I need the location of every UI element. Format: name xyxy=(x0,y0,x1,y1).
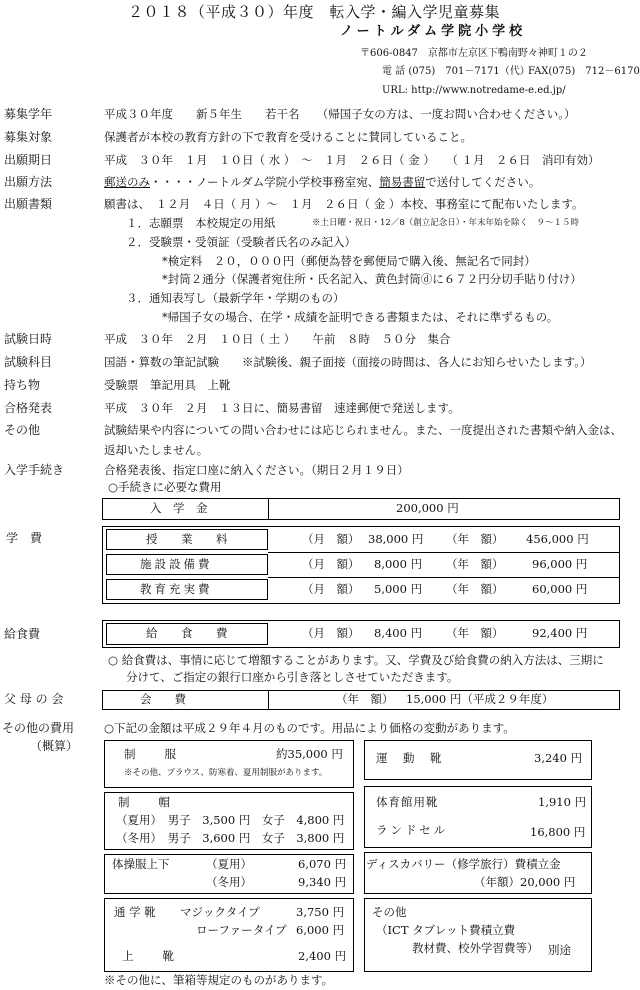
label-other-costs: その他の費用 xyxy=(2,721,75,735)
text-deadline: 平成 ３０年 １月 １０日（ 水 ） ～ １月 ２６日（ 金 ） （ １月 ２６日 消印有効） xyxy=(104,153,600,167)
school-shoes-price-1: 3,750 円 xyxy=(296,905,345,919)
tuition-yearly-2: 60,000 円 xyxy=(532,582,588,596)
label-parent-assoc: 父 母 の 会 xyxy=(4,692,64,706)
school-fax: FAX(075) 712－6170 xyxy=(528,66,640,77)
text-method: 郵送のみ・・・・ノートルダム学院小学校事務室宛、簡易書留で送付してください。 xyxy=(104,175,541,189)
lunch-note-2: 分けて、ご指定の銀行口座から引き落としさせていただきます。 xyxy=(126,670,459,684)
text-grade: 平成３０年度 新５年生 若干名 （帰国子女の方は、一度お問い合わせください。） xyxy=(104,107,576,121)
label-tuition: 学 費 xyxy=(6,531,43,545)
entrance-fee-label: 入 学 金 xyxy=(150,501,208,515)
gym-clothes-winter: 9,340 円 xyxy=(298,875,347,889)
discovery-yearly: 20,000 円 xyxy=(520,875,576,889)
label-target: 募集対象 xyxy=(4,130,53,144)
tuition-yearly-label-0: （年 額） xyxy=(446,532,504,546)
hat-name: 制 帽 xyxy=(118,795,172,809)
label-enrollment: 入学手続き xyxy=(4,463,65,477)
discovery-name: ディスカバリー（修学旅行）費積立金 xyxy=(366,857,561,871)
tuition-monthly-2: 5,000 円 xyxy=(374,582,423,596)
label-approx: （概算） xyxy=(30,739,79,753)
school-shoes-type-2: ローファータイプ xyxy=(196,923,287,937)
school-url[interactable]: URL: http://www.notredame-e.ed.jp/ xyxy=(382,85,566,96)
label-other: その他 xyxy=(4,423,41,437)
tuition-yearly-label-2: （年 額） xyxy=(446,582,504,596)
text-belongings: 受験票 筆記用具 上靴 xyxy=(104,378,231,392)
tuition-yearly-0: 456,000 円 xyxy=(526,532,589,546)
school-name: ノートルダム学院小学校 xyxy=(340,24,527,39)
lunch-yearly-label: （年 額） xyxy=(446,626,504,640)
label-deadline: 出願期日 xyxy=(4,153,53,167)
hat-summer: （夏用） 男子 3,500 円 女子 4,800 円 xyxy=(116,813,345,827)
school-shoes-name: 通 学 靴 xyxy=(114,905,156,919)
randoseru-amount: 16,800 円 xyxy=(530,825,586,839)
gym-clothes-summer: 6,070 円 xyxy=(298,857,347,871)
tuition-monthly-1: 8,000 円 xyxy=(374,557,423,571)
docs-line-6: ３．通知表写し（最新学年・学期のもの） xyxy=(126,291,345,305)
uniform-note: ※その他、ブラウス、防寒着、夏用制服があります。 xyxy=(124,768,328,778)
school-phone: 電 話 (075) 701－7171（代） xyxy=(382,66,530,77)
school-shoes-type-1: マジックタイプ xyxy=(180,905,260,919)
tuition-yearly-1: 96,000 円 xyxy=(532,557,588,571)
label-lunch: 給食費 xyxy=(4,627,41,641)
uniform-amount: 約35,000 円 xyxy=(276,747,343,761)
docs-line-5: *封筒２通分（保護者宛住所・氏名記入、黄色封筒ⓓに６７２円分切手貼り付け） xyxy=(162,272,582,286)
sports-shoes-name: 運 動 靴 xyxy=(376,751,444,765)
misc-separate: 別途 xyxy=(548,943,571,957)
docs-line-4: *検定料 ２０，０００円（郵便為替を郵便局で購入後、無記名で同封） xyxy=(162,254,536,268)
lunch-monthly-label: （月 額） xyxy=(302,626,360,640)
misc-name: その他 xyxy=(372,905,407,919)
uniform-name: 制 服 xyxy=(124,747,178,761)
school-shoes-price-2: 6,000 円 xyxy=(296,923,345,937)
gym-clothes-winter-label: （冬用） xyxy=(206,875,252,889)
tuition-yearly-label-1: （年 額） xyxy=(446,557,504,571)
other-costs-note: ○下記の金額は平成２９年４月のものです。用品により価格の変動があります。 xyxy=(104,721,515,735)
text-enrollment-1: 合格発表後、指定口座に納入ください。（期日２月１９日） xyxy=(104,463,409,477)
misc-line-1: （ICT タブレット費積立費 xyxy=(376,923,516,937)
text-subjects: 国語・算数の筆記試験 ※試験後、親子面接（面接の時間は、各人にお知らせいたします。） xyxy=(104,355,592,369)
docs-line-3: ２．受験票・受領証（受験者氏名のみ記入） xyxy=(126,235,356,249)
footer-note: ※その他に、筆箱等規定のものがあります。 xyxy=(104,973,334,987)
parent-assoc-name: 会 費 xyxy=(140,692,186,706)
lunch-yearly: 92,400 円 xyxy=(532,626,588,640)
docs-line-2: １．志願票 本校規定の用紙 xyxy=(126,216,276,230)
text-results: 平成 ３０年 ２月 １３日に、簡易書留 速達郵便で発送します。 xyxy=(104,401,460,415)
text-exam-date: 平成 ３０年 ２月 １０日（ 土 ） 午前 ８時 ５０分 集合 xyxy=(104,332,451,346)
label-results: 合格発表 xyxy=(4,401,53,415)
parent-assoc-yearly: 15,000 円（平成２９年度） xyxy=(406,692,554,706)
parent-assoc-yearly-label: （年 額） xyxy=(336,692,394,706)
uwabaki-amount: 2,400 円 xyxy=(298,949,347,963)
label-subjects: 試験科目 xyxy=(4,355,53,369)
label-grade: 募集学年 xyxy=(4,107,53,121)
tuition-monthly-label-1: （月 額） xyxy=(302,557,360,571)
tuition-monthly-0: 38,000 円 xyxy=(368,532,424,546)
lunch-note-1: ○ 給食費は、事情に応じて増額することがあります。又、学費及び給食費の納入方法は、三期に xyxy=(108,653,604,667)
text-other-1: 試験結果や内容についての問い合わせには応じられません。また、一度提出された書類や納入金は、 xyxy=(104,423,622,437)
tuition-monthly-label-2: （月 額） xyxy=(302,582,360,596)
lunch-monthly: 8,400 円 xyxy=(374,626,423,640)
sports-shoes-amount: 3,240 円 xyxy=(534,751,583,765)
text-target: 保護者が本校の教育方針の下で教育を受けることに賛同していること。 xyxy=(104,130,472,144)
misc-line-2: 教材費、校外学習費等） xyxy=(412,941,539,955)
tuition-name-1: 施設設備費 xyxy=(140,557,213,571)
label-method: 出願方法 xyxy=(4,175,53,189)
text-other-2: 返却いたしません。 xyxy=(104,443,209,457)
label-belongings: 持ち物 xyxy=(4,378,41,392)
docs-line-7: *帰国子女の場合、在学・成績を証明できる書類または、それに準ずるもの。 xyxy=(162,310,559,324)
gym-shoes-name: 体育館用靴 xyxy=(376,795,439,809)
docs-line-2-note: ※土日曜・祝日・12／8（創立記念日）・年末年始を除く ９～１５時 xyxy=(312,218,579,228)
entrance-fee-amount: 200,000 円 xyxy=(396,501,459,515)
randoseru-name: ランドセル xyxy=(376,823,449,837)
discovery-yearly-label: （年額） xyxy=(474,875,520,889)
hat-winter: （冬用） 男子 3,600 円 女子 3,800 円 xyxy=(116,831,345,845)
gym-clothes-summer-label: （夏用） xyxy=(206,857,252,871)
school-address: 〒606-0847 京都市左京区下鴨南野々神町１の２ xyxy=(360,48,588,59)
text-enrollment-2: ○手続きに必要な費用 xyxy=(108,480,222,494)
tuition-monthly-label-0: （月 額） xyxy=(302,532,360,546)
tuition-name-2: 教育充実費 xyxy=(140,582,213,596)
label-exam-date: 試験日時 xyxy=(4,332,53,346)
docs-line-1: 願書は、 １２月 ４日（ 月 ）～ １月 ２６日（ 金 ）本校、事務室にて配布いたします。 xyxy=(104,197,584,211)
label-documents: 出願書類 xyxy=(4,197,53,211)
page-title: ２０１８（平成３０）年度 転入学・編入学児童募集 xyxy=(128,3,501,21)
gym-shoes-amount: 1,910 円 xyxy=(538,795,587,809)
gym-clothes-name: 体操服上下 xyxy=(112,857,170,871)
uwabaki-name: 上 靴 xyxy=(122,949,176,963)
lunch-name: 給 食 費 xyxy=(146,626,234,640)
tuition-name-0: 授 業 料 xyxy=(146,532,234,546)
